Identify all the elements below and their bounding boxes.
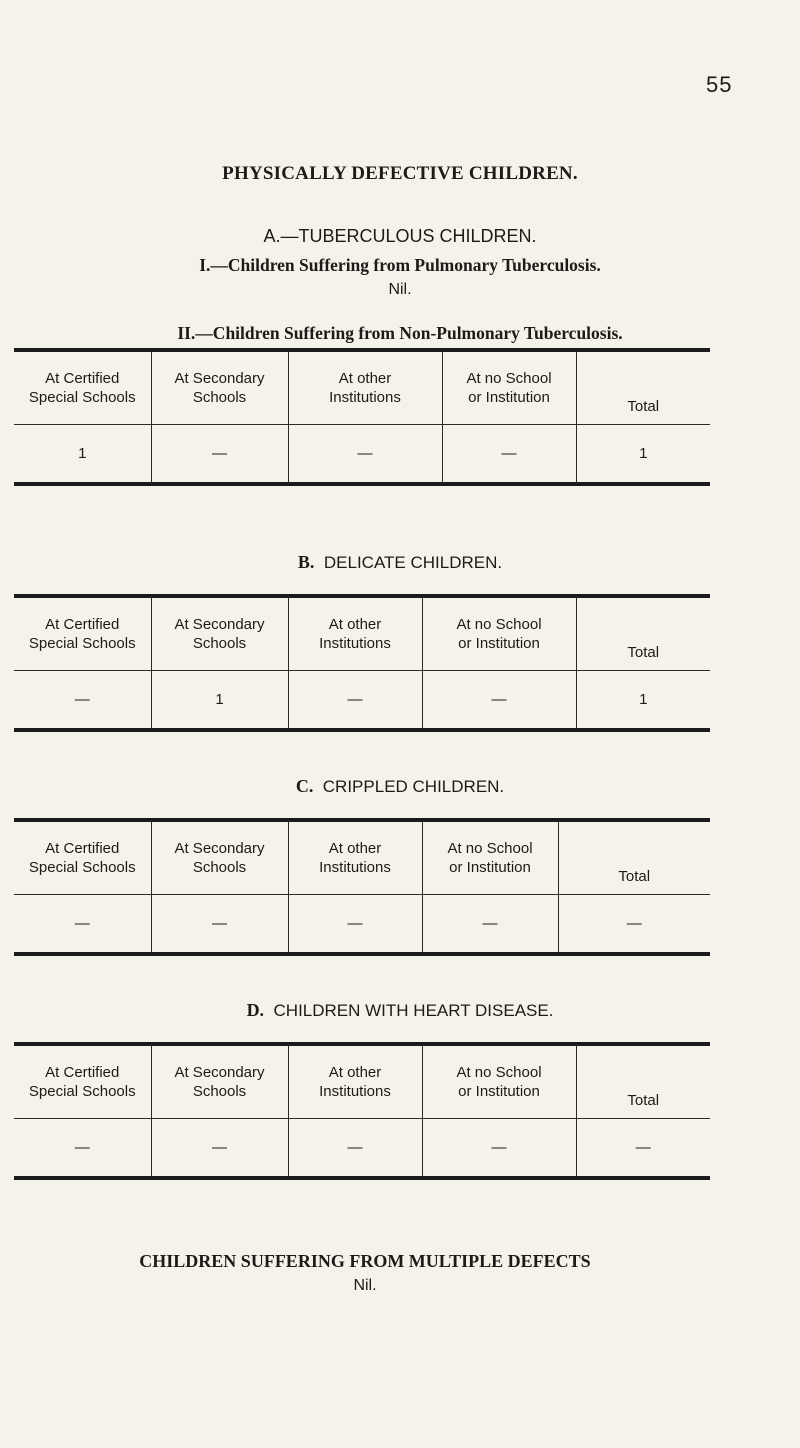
col-no-school: At no School or Institution bbox=[442, 352, 576, 425]
table-row bbox=[14, 425, 710, 483]
heart-disease-letter: D. bbox=[246, 1000, 265, 1020]
col-secondary: At Secondary Schools bbox=[151, 352, 288, 425]
delicate-heading: B. DELICATE CHILDREN. bbox=[297, 552, 503, 572]
col-no-school: At no School or Institution bbox=[422, 598, 576, 671]
table-header-row bbox=[14, 1046, 710, 1119]
crippled-letter: C. bbox=[295, 776, 314, 796]
delicate-table bbox=[14, 594, 710, 732]
cell-other-institutions: — bbox=[288, 425, 442, 483]
col-total: Total bbox=[576, 598, 710, 671]
heart-disease-table bbox=[14, 1042, 710, 1180]
page-title: PHYSICALLY DEFECTIVE CHILDREN. bbox=[222, 163, 578, 184]
cell-total: 1 bbox=[576, 425, 710, 483]
crippled-heading: C. CRIPPLED CHILDREN. bbox=[295, 776, 505, 796]
section-a-heading: A.—TUBERCULOUS CHILDREN. bbox=[263, 226, 537, 246]
col-secondary: At Secondary Schools bbox=[151, 598, 288, 671]
page-number: 55 bbox=[706, 72, 733, 97]
multiple-defects-heading: CHILDREN SUFFERING FROM MULTIPLE DEFECTS bbox=[139, 1251, 591, 1271]
col-certified-special: At Certified Special Schools bbox=[14, 352, 151, 425]
col-other-institutions: At other Institutions bbox=[288, 598, 422, 671]
non-pulmonary-tb-heading: II.—Children Suffering from Non-Pulmonary Tuberculosis. bbox=[177, 323, 623, 343]
cell-secondary: — bbox=[151, 425, 288, 483]
cell-other-institutions: — bbox=[288, 1119, 422, 1177]
cell-certified-special: — bbox=[74, 691, 90, 708]
table-header-row bbox=[14, 352, 710, 425]
cell-other-institutions: — bbox=[288, 671, 422, 729]
table-header-row bbox=[14, 598, 710, 671]
col-secondary: At Secondary Schools bbox=[151, 822, 288, 895]
cell-secondary: — bbox=[151, 895, 288, 953]
table-row bbox=[14, 895, 710, 953]
col-other-institutions: At other Institutions bbox=[288, 1046, 422, 1119]
col-no-school: At no School or Institution bbox=[422, 1046, 576, 1119]
cell-total: 1 bbox=[576, 671, 710, 729]
col-other-institutions: At other Institutions bbox=[288, 822, 422, 895]
heart-disease-heading: D. CHILDREN WITH HEART DISEASE. bbox=[246, 1000, 554, 1020]
col-certified-special: At Certified Special Schools bbox=[14, 822, 151, 895]
pulmonary-tb-heading: I.—Children Suffering from Pulmonary Tuberculosis. bbox=[199, 255, 601, 275]
col-total: Total bbox=[576, 1046, 710, 1119]
cell-secondary: — bbox=[151, 1119, 288, 1177]
col-certified-special: At Certified Special Schools bbox=[14, 1046, 151, 1119]
table-header-row bbox=[14, 822, 710, 895]
col-total: Total bbox=[558, 822, 710, 895]
col-total: Total bbox=[576, 352, 710, 425]
cell-no-school: — bbox=[422, 1119, 576, 1177]
col-certified-special: At Certified Special Schools bbox=[14, 598, 151, 671]
col-secondary: At Secondary Schools bbox=[151, 1046, 288, 1119]
cell-total: — bbox=[576, 1119, 710, 1177]
cell-no-school: — bbox=[422, 895, 558, 953]
table-row bbox=[14, 671, 710, 729]
col-other-institutions: At other Institutions bbox=[288, 352, 442, 425]
cell-total: — bbox=[558, 895, 710, 953]
cell-other-institutions: — bbox=[288, 895, 422, 953]
cell-no-school: — bbox=[422, 671, 576, 729]
cell-certified-special: 1 bbox=[78, 445, 87, 462]
cell-certified-special: — bbox=[74, 915, 90, 932]
multiple-defects-nil: Nil. bbox=[353, 1277, 377, 1294]
col-no-school: At no School or Institution bbox=[422, 822, 558, 895]
cell-no-school: — bbox=[442, 425, 576, 483]
table-row bbox=[14, 1119, 710, 1177]
cell-certified-special: — bbox=[74, 1139, 90, 1156]
delicate-letter: B. bbox=[297, 552, 315, 572]
cell-secondary: 1 bbox=[151, 671, 288, 729]
non-pulmonary-tb-table bbox=[14, 348, 710, 486]
pulmonary-tb-nil: Nil. bbox=[388, 281, 412, 298]
crippled-table bbox=[14, 818, 710, 956]
